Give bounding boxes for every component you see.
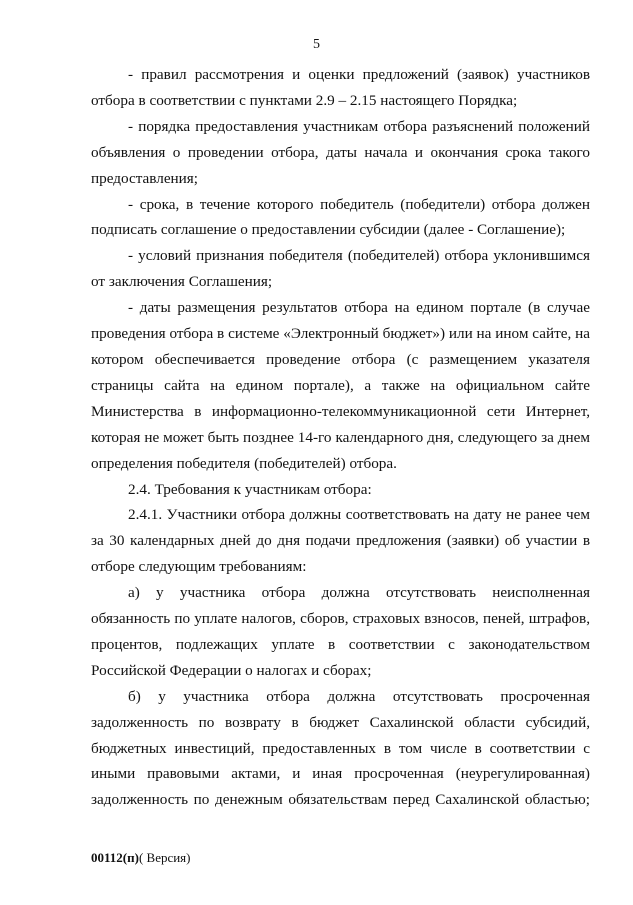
page-number: 5 xyxy=(313,37,320,52)
requirement-a: а) у участника отбора должна отсутствовать неисполненная обязанность по уплате налогов, сборов, страховых взносов, пеней, штрафов, процентов, подлежащих уплате в соответствии с законодательством Российской Федерации о налогах и сборах; xyxy=(91,584,590,679)
document-body xyxy=(91,62,590,813)
list-item-evasion-conditions: - условий признания победителя (победителей) отбора уклонившимся от заключения Соглашения; xyxy=(91,247,590,291)
list-item-clarification-procedure: - порядка предоставления участникам отбора разъяснений положений объявления о проведении отбора, даты начала и окончания срока такого предоставления; xyxy=(91,117,590,187)
list-item-signing-deadline: - срока, в течение которого победитель (победители) отбора должен подписать соглашение о предоставлении субсидии (далее - Соглашение); xyxy=(91,195,590,239)
footer-version: ( Версия) xyxy=(138,850,191,865)
footer xyxy=(91,850,191,866)
footer-document-code: 00112(п) xyxy=(91,850,139,865)
list-item-results-publication: - даты размещения результатов отбора на едином портале (в случае проведения отбора в системе «Электронный бюджет») или на ином сайте, на котором обеспечивается проведение отбора (с размещением указателя страницы сайта на едином портале), а также на официальном сайте Министерства в информационно-телекоммуникационной сети Интернет, которая не может быть позднее 14-го календарного дня, следующего за днем определения победителя (победителей) отбора. xyxy=(91,299,590,472)
requirement-b: б) у участника отбора должна отсутствовать просроченная задолженность по возврату в бюджет Сахалинской области субсидий, бюджетных инвестиций, предоставленных в том числе в соответствии с иными правовыми актами, и иная просроченная (неурегулированная) задолженность по денежным обязательствам перед Сахалинской областью; xyxy=(91,687,590,809)
list-item-evaluation-rules: - правил рассмотрения и оценки предложений (заявок) участников отбора в соответствии с пунктами 2.9 – 2.15 настоящего Порядка; xyxy=(91,66,590,109)
section-heading-2-4: 2.4. Требования к участникам отбора: xyxy=(128,480,372,498)
clause-2-4-1: 2.4.1. Участники отбора должны соответствовать на дату не ранее чем за 30 календарных дней до дня подачи предложения (заявки) об участии в отборе следующим требованиям: xyxy=(91,506,590,576)
